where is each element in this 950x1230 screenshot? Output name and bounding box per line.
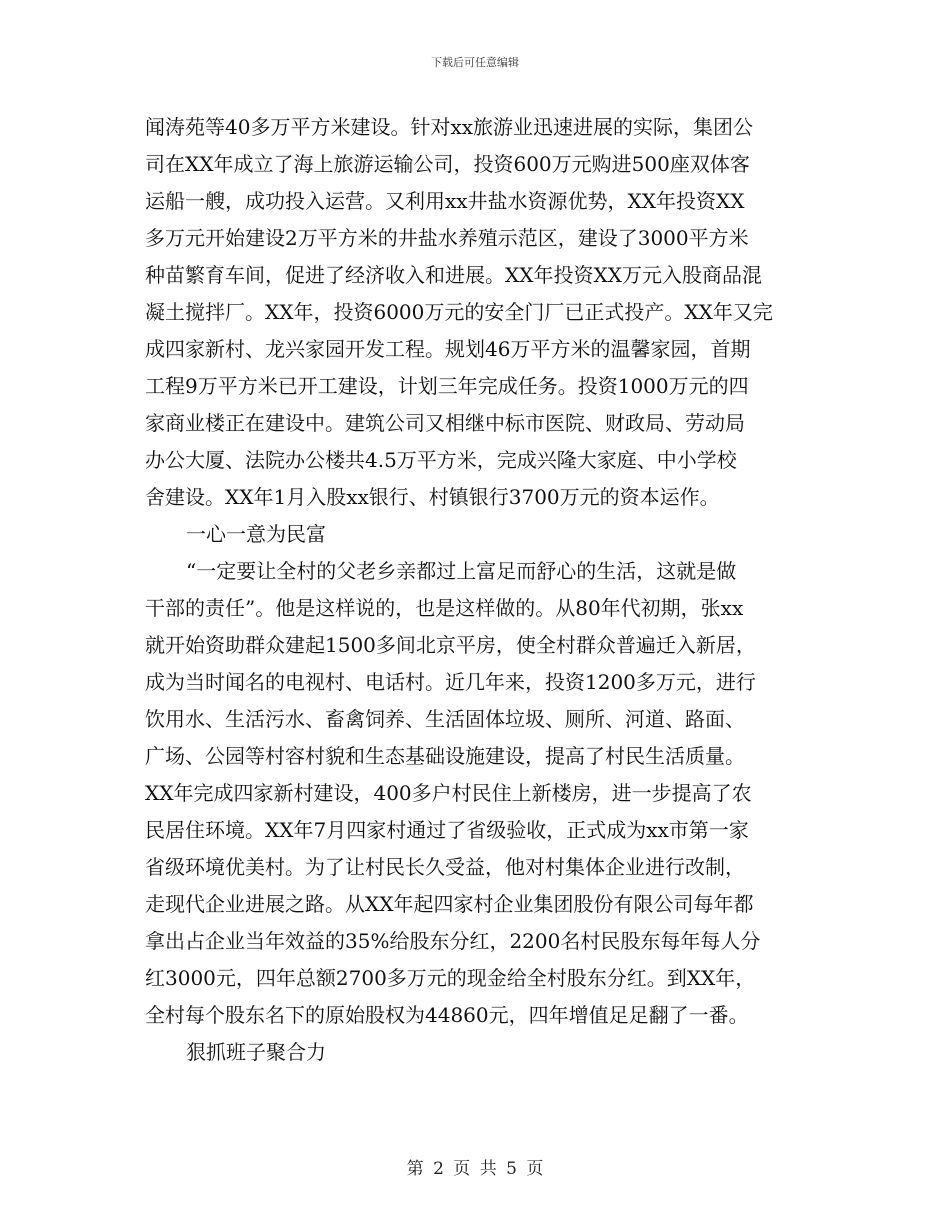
text-line: 成为当时闻名的电视村、电话村。近几年来，投资1200多万元，进行 bbox=[145, 670, 756, 694]
text-line: 拿出占企业当年效益的35%给股东分红，2200名村民股东每年每人分 bbox=[145, 929, 761, 953]
footer-page-label: 页 bbox=[453, 1159, 471, 1179]
text-line: 干部的责任”。他是这样说的，也是这样做的。从80年代初期，张xx bbox=[145, 596, 744, 620]
text-line: 成四家新村、龙兴家园开发工程。规划46万平方米的温馨家园，首期 bbox=[145, 337, 751, 361]
text-line: 司在XX年成立了海上旅游运输公司，投资600万元购进500座双体客 bbox=[145, 152, 750, 176]
text-line: 红3000元，四年总额2700多万元的现金给全村股东分红。到XX年， bbox=[145, 966, 756, 990]
current-page-number: 2 bbox=[433, 1159, 444, 1179]
page-header: 下载后可任意编辑 bbox=[431, 56, 519, 69]
text-line: 就开始资助群众建起1500多间北京平房，使全村群众普遍迁入新居， bbox=[145, 633, 756, 657]
text-line: 运船一艘，成功投入运营。又利用xx井盐水资源优势，XX年投资XX bbox=[145, 189, 745, 213]
footer-suffix: 页 bbox=[526, 1159, 544, 1179]
text-line: XX年完成四家新村建设，400多户村民住上新楼房，进一步提高了农 bbox=[145, 781, 752, 805]
page-footer bbox=[0, 1154, 950, 1179]
total-pages-number: 5 bbox=[506, 1159, 517, 1179]
text-line: 舍建设。XX年1月入股xx银行、村镇银行3700万元的资本运作。 bbox=[145, 485, 720, 509]
text-line: 家商业楼正在建设中。建筑公司又相继中标市医院、财政局、劳动局 bbox=[145, 411, 745, 435]
text-line: 种苗繁育车间，促进了经济收入和进展。XX年投资XX万元入股商品混 bbox=[145, 263, 762, 287]
text-line: 多万元开始建设2万平方米的井盐水养殖示范区，建设了3000平方米 bbox=[145, 226, 749, 250]
footer-total-label: 共 bbox=[479, 1159, 497, 1179]
text-line: 闻涛苑等40多万平方米建设。针对xx旅游业迅速进展的实际，集团公 bbox=[145, 115, 754, 139]
text-line: 民居住环境。XX年7月四家村通过了省级验收，正式成为xx市第一家 bbox=[145, 818, 749, 842]
text-line: 走现代企业进展之路。从XX年起四家村企业集团股份有限公司每年都 bbox=[145, 892, 754, 916]
text-line: 饮用水、生活污水、畜禽饲养、生活固体垃圾、厕所、河道、路面、 bbox=[145, 707, 745, 731]
text-line: 省级环境优美村。为了让村民长久受益，他对村集体企业进行改制， bbox=[145, 855, 745, 879]
text-line: 广场、公园等村容村貌和生态基础设施建设，提高了村民生活质量。 bbox=[145, 744, 745, 768]
text-line: 办公大厦、法院办公楼共4.5万平方米，完成兴隆大家庭、中小学校 bbox=[145, 448, 737, 472]
text-line: 工程9万平方米已开工建设，计划三年完成任务。投资1000万元的四 bbox=[145, 374, 749, 398]
section-heading: 一心一意为民富 bbox=[186, 522, 326, 546]
footer-prefix: 第 bbox=[406, 1159, 424, 1179]
text-line: 凝土搅拌厂。XX年，投资6000万元的安全门厂已正式投产。XX年又完 bbox=[145, 300, 773, 324]
text-line: “一定要让全村的父老乡亲都过上富足而舒心的生活，这就是做 bbox=[186, 559, 737, 583]
document-body bbox=[145, 109, 809, 1071]
section-heading: 狠抓班子聚合力 bbox=[186, 1040, 326, 1064]
text-line: 全村每个股东名下的原始股权为44860元，四年增值足足翻了一番。 bbox=[145, 1003, 749, 1027]
